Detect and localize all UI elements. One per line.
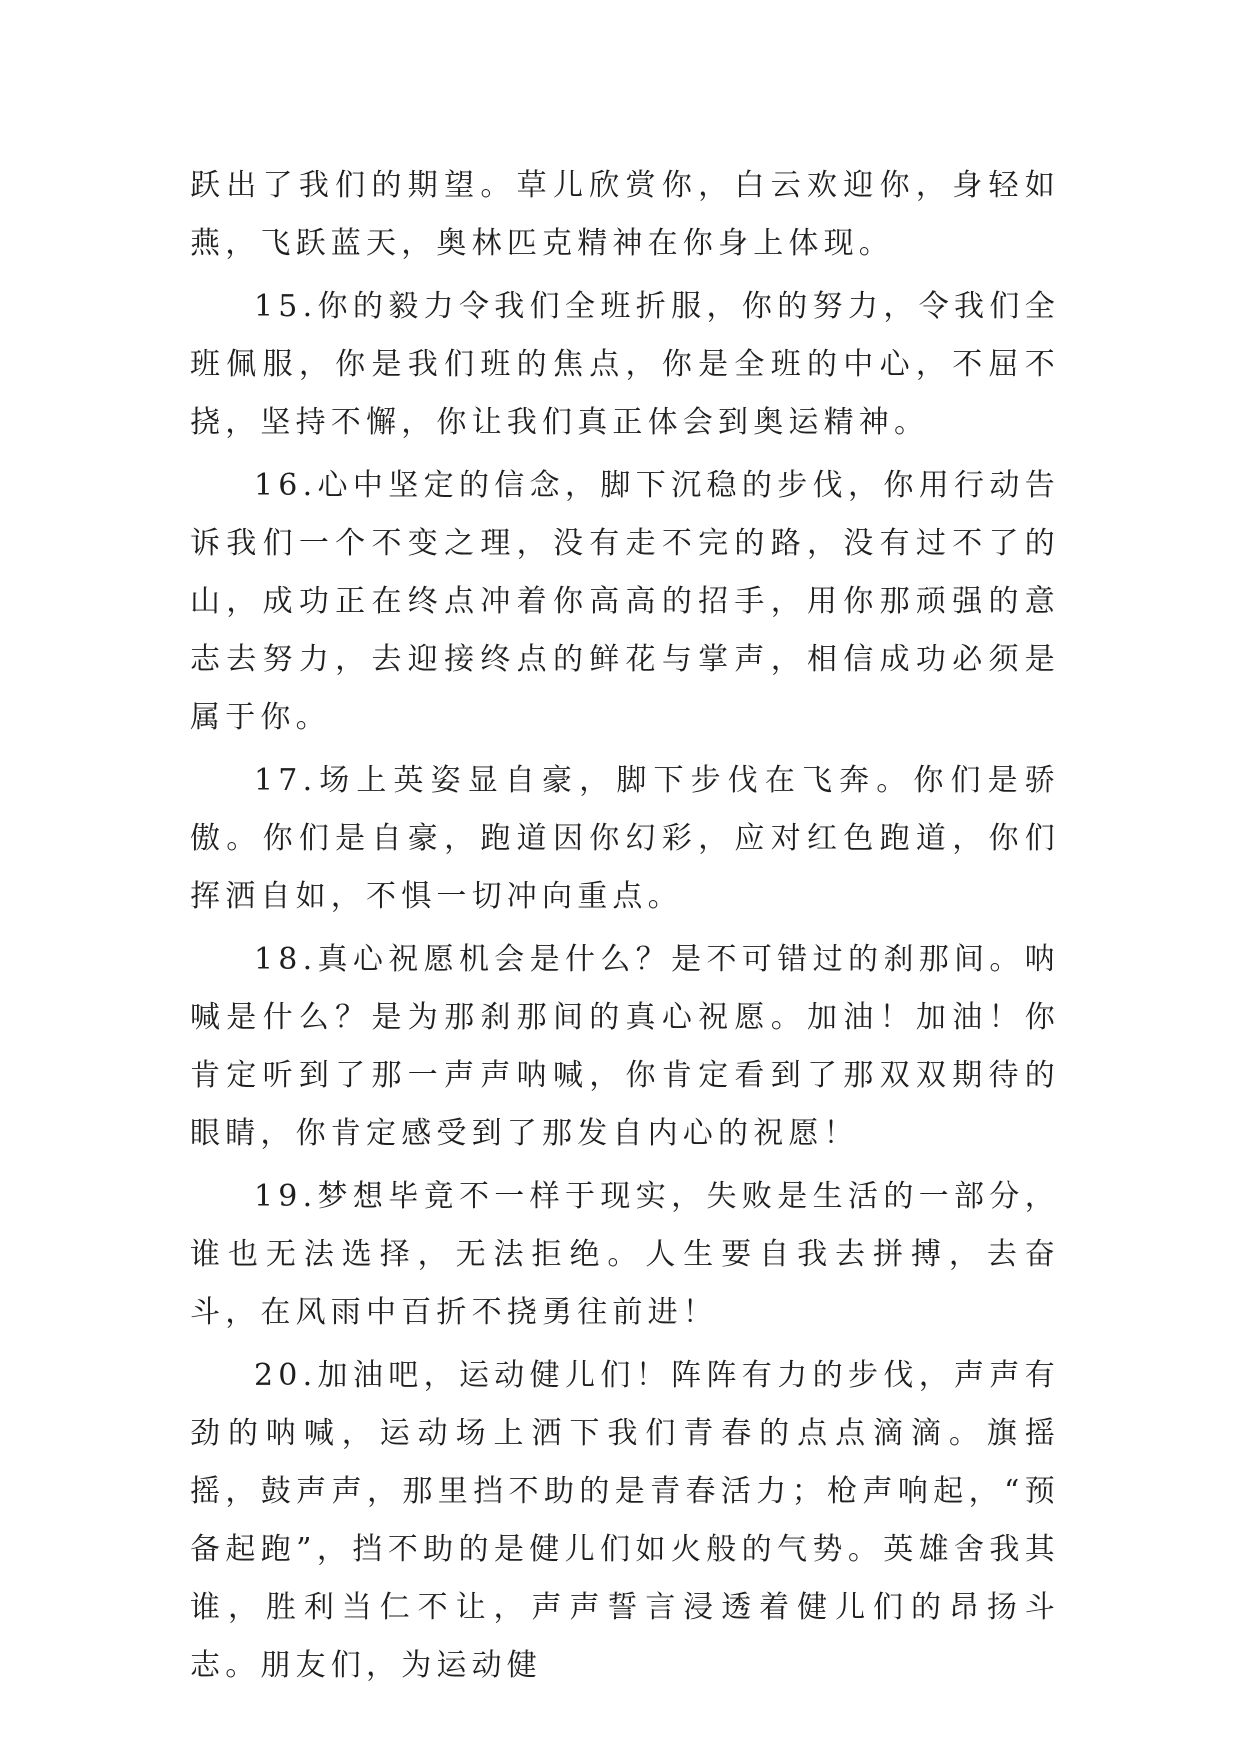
paragraph-item-16: 16.心中坚定的信念，脚下沉稳的步伐，你用行动告诉我们一个不变之理，没有走不完的路，没有过不了的山，成功正在终点冲着你高高的招手，用你那顽强的意志去努力，去迎接终点的鲜花与掌声，相信成功必须是属于你。	[190, 468, 1060, 735]
paragraph-continuation: 跃出了我们的期望。草儿欣赏你，白云欢迎你，身轻如燕，飞跃蓝天，奥林匹克精神在你身上体现。	[190, 168, 1060, 261]
paragraph-item-15: 15.你的毅力令我们全班折服，你的努力，令我们全班佩服，你是我们班的焦点，你是全班的中心，不屈不挠，坚持不懈，你让我们真正体会到奥运精神。	[190, 289, 1060, 440]
document-body	[190, 157, 1060, 1700]
paragraph-item-19: 19.梦想毕竟不一样于现实，失败是生活的一部分，谁也无法选择，无法拒绝。人生要自我去拼搏，去奋斗，在风雨中百折不挠勇往前进！	[190, 1179, 1060, 1330]
paragraph-item-20: 20.加油吧，运动健儿们！阵阵有力的步伐，声声有劲的呐喊，运动场上洒下我们青春的点点滴滴。旗摇摇，鼓声声，那里挡不助的是青春活力；枪声响起，“预备起跑”，挡不助的是健儿们如火般的气势。英雄舍我其谁，胜利当仁不让，声声誓言浸透着健儿们的昂扬斗志。朋友们，为运动健	[190, 1358, 1060, 1683]
paragraph-item-17: 17.场上英姿显自豪，脚下步伐在飞奔。你们是骄傲。你们是自豪，跑道因你幻彩，应对红色跑道，你们挥洒自如，不惧一切冲向重点。	[190, 763, 1060, 914]
paragraph-item-18: 18.真心祝愿机会是什么？是不可错过的刹那间。呐喊是什么？是为那刹那间的真心祝愿。加油！加油！你肯定听到了那一声声呐喊，你肯定看到了那双双期待的眼睛，你肯定感受到了那发自内心的祝愿！	[190, 942, 1060, 1151]
